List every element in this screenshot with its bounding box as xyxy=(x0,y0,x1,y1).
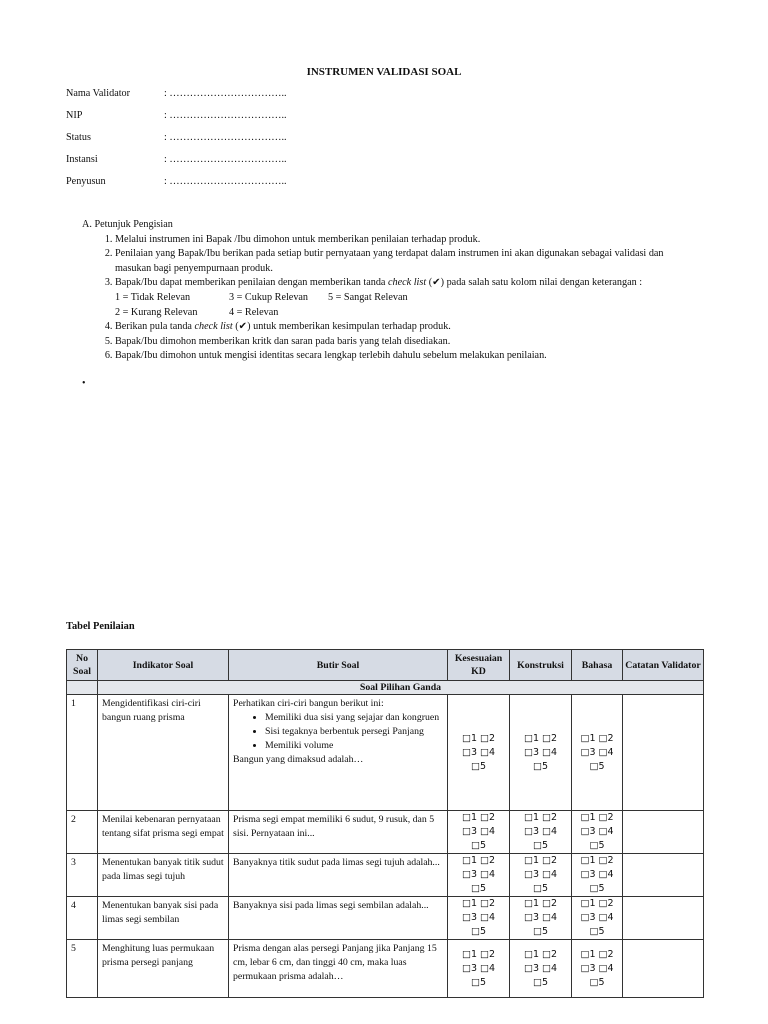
header-kd: Kesesuaian KD xyxy=(448,650,510,681)
instruction-emphasis: check list xyxy=(387,277,427,289)
checkbox-group[interactable]: □3 □4 xyxy=(580,826,614,837)
instruction-text: (✔) untuk memberikan kesimpulan terhadap produk. xyxy=(232,321,451,333)
checkbox-group[interactable]: □5 xyxy=(589,976,605,988)
checkbox-group[interactable]: □5 xyxy=(532,976,549,988)
checkbox-group[interactable]: □3 □4 xyxy=(523,869,558,880)
instruction-item: 6. Bapak/Ibu dimohon untuk mengisi identitas secara lengkap terlebih dahulu sebelum melakukan penilaian. xyxy=(115,349,702,364)
checkbox-group[interactable]: □5 xyxy=(532,926,549,937)
table-row xyxy=(67,695,704,811)
options-konstruksi[interactable] xyxy=(510,897,572,940)
identity-label: Nama Validator xyxy=(66,88,131,99)
checkbox-group[interactable]: □1 □2 xyxy=(461,732,496,744)
header-bahasa: Bahasa xyxy=(572,650,623,681)
options-bahasa[interactable] xyxy=(572,695,623,811)
cell-no: 2 xyxy=(67,811,98,854)
scale-item: 4 = Relevan xyxy=(229,306,279,318)
cell-butir: Prisma segi empat memiliki 6 sudut, 9 rusuk, dan 5 sisi. Pernyataan ini... xyxy=(229,811,448,854)
instruction-item xyxy=(115,276,702,320)
identity-blank: : …………………………….. xyxy=(164,176,287,187)
checkbox-group[interactable]: □1 □2 xyxy=(580,732,614,744)
checkbox-group[interactable]: □5 xyxy=(470,760,487,772)
options-konstruksi[interactable] xyxy=(510,695,572,811)
checkbox-group[interactable]: □1 □2 xyxy=(461,855,496,866)
cell-butir xyxy=(229,695,448,811)
table-header-row xyxy=(67,650,704,681)
identity-row-penyusun xyxy=(66,176,287,187)
options-bahasa[interactable] xyxy=(572,811,623,854)
cell-no: 3 xyxy=(67,854,98,897)
table-row xyxy=(67,811,704,854)
instruction-item: 5. Bapak/Ibu dimohon memberikan kritk dan saran pada baris yang telah disediakan. xyxy=(115,335,702,350)
cell-catatan[interactable] xyxy=(623,695,704,811)
cell-no: 1 xyxy=(67,695,98,811)
butir-bullet: • Memiliki volume xyxy=(265,739,443,753)
scale-item: 3 = Cukup Relevan xyxy=(229,291,309,303)
section-row xyxy=(67,681,704,695)
empty-bullet: • xyxy=(82,378,86,389)
checkbox-group[interactable]: □3 □4 xyxy=(461,826,496,837)
cell-catatan[interactable] xyxy=(623,897,704,940)
instruction-emphasis: check list xyxy=(194,321,233,333)
checkbox-group[interactable]: □1 □2 xyxy=(461,898,496,909)
cell-indikator: Mengidentifikasi ciri-ciri bangun ruang prisma xyxy=(98,695,229,811)
checkbox-group[interactable]: □3 □4 xyxy=(580,869,614,880)
identity-label: Status xyxy=(66,132,91,143)
checkbox-group[interactable]: □5 xyxy=(589,760,605,772)
cell-catatan[interactable] xyxy=(623,940,704,998)
checkbox-group[interactable]: □1 □2 xyxy=(580,898,614,909)
section-label: Soal Pilihan Ganda xyxy=(98,681,704,695)
checkbox-group[interactable]: □1 □2 xyxy=(461,948,496,960)
scale-line-2 xyxy=(115,306,702,321)
checkbox-group[interactable]: □1 □2 xyxy=(523,948,558,960)
identity-blank: : …………………………….. xyxy=(164,132,287,143)
scale-item: 1 = Tidak Relevan xyxy=(115,291,191,303)
cell-no: 4 xyxy=(67,897,98,940)
table-row xyxy=(67,854,704,897)
checkbox-group[interactable]: □1 □2 xyxy=(523,732,558,744)
options-kd[interactable] xyxy=(448,854,510,897)
checkbox-group[interactable]: □5 xyxy=(470,976,487,988)
checkbox-group[interactable]: □5 xyxy=(532,840,549,851)
checkbox-group[interactable]: □1 □2 xyxy=(580,812,614,823)
assessment-table xyxy=(66,649,704,998)
checkbox-group[interactable]: □1 □2 xyxy=(523,855,558,866)
checkbox-group[interactable]: □5 xyxy=(470,926,487,937)
table-row xyxy=(67,940,704,998)
options-kd[interactable] xyxy=(448,940,510,998)
checkbox-group[interactable]: □3 □4 xyxy=(461,912,496,923)
checkbox-group[interactable]: □5 xyxy=(532,760,549,772)
checkbox-group[interactable]: □1 □2 xyxy=(580,948,614,960)
table-title: Tabel Penilaian xyxy=(66,621,135,632)
header-butir: Butir Soal xyxy=(229,650,448,681)
checkbox-group[interactable]: □3 □4 xyxy=(523,962,558,974)
checkbox-group[interactable]: □3 □4 xyxy=(523,912,558,923)
checkbox-group[interactable]: □3 □4 xyxy=(580,912,614,923)
options-bahasa[interactable] xyxy=(572,854,623,897)
checkbox-group[interactable]: □5 xyxy=(470,840,487,851)
identity-row-instansi xyxy=(66,154,287,165)
instruction-text: Bapak/Ibu dapat memberikan penilaian dengan memberikan tanda xyxy=(115,277,388,289)
options-kd[interactable] xyxy=(448,897,510,940)
instructions-header: A. Petunjuk Pengisian xyxy=(82,219,173,230)
identity-row-nip xyxy=(66,110,287,121)
checkbox-group[interactable]: □5 xyxy=(589,840,605,851)
cell-catatan[interactable] xyxy=(623,811,704,854)
identity-label: Instansi xyxy=(66,154,98,165)
options-konstruksi[interactable] xyxy=(510,854,572,897)
scale-item: 5 = Sangat Relevan xyxy=(328,291,408,303)
header-konstruksi: Konstruksi xyxy=(510,650,572,681)
identity-blank: : …………………………….. xyxy=(164,154,287,165)
checkbox-group[interactable]: □1 □2 xyxy=(523,898,558,909)
identity-row-nama-validator xyxy=(66,88,287,99)
instruction-text: Berikan pula tanda xyxy=(115,321,195,333)
options-kd[interactable] xyxy=(448,695,510,811)
cell-indikator: Menghitung luas permukaan prisma persegi panjang xyxy=(98,940,229,998)
instruction-item: 2. Penilaian yang Bapak/Ibu berikan pada setiap butir pernyataan yang terdapat dalam instrumen ini akan digunakan sebagai validasi dan masukan bagi penyempurnaan produk. xyxy=(115,247,702,276)
checkbox-group[interactable]: □3 □4 xyxy=(580,746,614,758)
butir-bullet: • Memiliki dua sisi yang sejajar dan kongruen xyxy=(265,711,443,725)
checkbox-group[interactable]: □1 □2 xyxy=(580,855,614,866)
cell-no: 5 xyxy=(67,940,98,998)
checkbox-group[interactable]: □1 □2 xyxy=(461,812,496,823)
options-konstruksi[interactable] xyxy=(510,811,572,854)
cell-catatan[interactable] xyxy=(623,854,704,897)
checkbox-group[interactable]: □3 □4 xyxy=(523,746,558,758)
instruction-text: (✔) pada salah satu kolom nilai dengan keterangan : xyxy=(426,277,643,289)
instruction-item: 1. Melalui instrumen ini Bapak /Ibu dimohon untuk memberikan penilaian terhadap produk. xyxy=(115,233,702,248)
header-catatan: Catatan Validator xyxy=(623,650,704,681)
cell-indikator: Menentukan banyak titik sudut pada limas segi tujuh xyxy=(98,854,229,897)
identity-row-status xyxy=(66,132,287,143)
header-no: No Soal xyxy=(67,650,98,681)
cell-indikator: Menentukan banyak sisi pada limas segi sembilan xyxy=(98,897,229,940)
butir-intro: Perhatikan ciri-ciri bangun berikut ini: xyxy=(233,698,384,709)
instructions-list xyxy=(82,233,702,364)
identity-blank: : …………………………….. xyxy=(164,110,287,121)
header-indikator: Indikator Soal xyxy=(98,650,229,681)
cell-indikator: Menilai kebenaran pernyataan tentang sifat prisma segi empat xyxy=(98,811,229,854)
identity-label: NIP xyxy=(66,110,83,121)
instruction-item xyxy=(115,320,702,335)
checkbox-group[interactable]: □3 □4 xyxy=(461,962,496,974)
butir-bullet: • Sisi tegaknya berbentuk persegi Panjang xyxy=(265,725,443,739)
checkbox-group[interactable]: □3 □4 xyxy=(523,826,558,837)
options-konstruksi[interactable] xyxy=(510,940,572,998)
options-bahasa[interactable] xyxy=(572,897,623,940)
checkbox-group[interactable]: □5 xyxy=(589,883,605,894)
checkbox-group[interactable]: □1 □2 xyxy=(523,812,558,823)
options-kd[interactable] xyxy=(448,811,510,854)
cell-butir: Prisma dengan alas persegi Panjang jika Panjang 15 cm, lebar 6 cm, dan tinggi 40 cm, maka luas permukaan prisma adalah… xyxy=(229,940,448,998)
checkbox-group[interactable]: □3 □4 xyxy=(461,869,496,880)
identity-label: Penyusun xyxy=(66,176,106,187)
table-row xyxy=(67,897,704,940)
checkbox-group[interactable]: □5 xyxy=(589,926,605,937)
instructions-section xyxy=(82,218,702,364)
butir-bullets xyxy=(233,711,443,753)
checkbox-group[interactable]: □3 □4 xyxy=(580,962,614,974)
checkbox-group[interactable]: □5 xyxy=(532,883,549,894)
identity-blank: : …………………………….. xyxy=(164,88,287,99)
cell-butir: Banyaknya sisi pada limas segi sembilan adalah... xyxy=(229,897,448,940)
options-bahasa[interactable] xyxy=(572,940,623,998)
cell-butir: Banyaknya titik sudut pada limas segi tujuh adalah... xyxy=(229,854,448,897)
butir-outro: Bangun yang dimaksud adalah… xyxy=(233,754,364,765)
scale-item: 2 = Kurang Relevan xyxy=(115,306,198,318)
scale-line-1 xyxy=(115,291,702,306)
checkbox-group[interactable]: □3 □4 xyxy=(461,746,496,758)
document-title: INSTRUMEN VALIDASI SOAL xyxy=(306,66,462,78)
checkbox-group[interactable]: □5 xyxy=(470,883,487,894)
